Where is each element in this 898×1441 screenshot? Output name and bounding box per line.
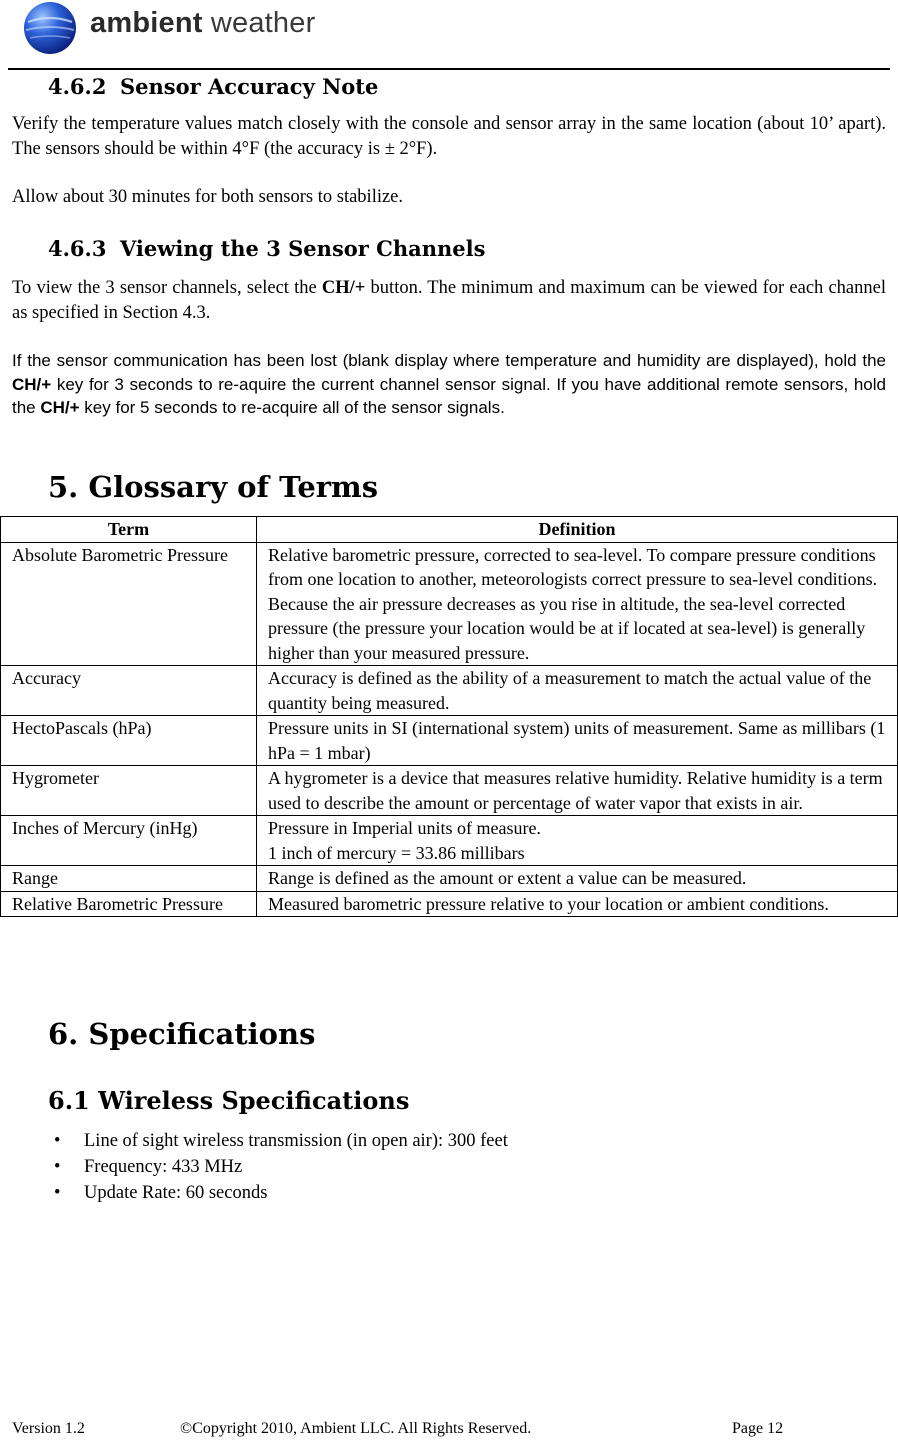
footer-version: Version 1.2 [12,1420,85,1437]
ambient-weather-logo [22,0,315,56]
term-cell: Hygrometer [1,766,257,816]
table-row [1,766,898,816]
term-cell: Absolute Barometric Pressure [1,542,257,666]
term-cell: Range [1,866,257,892]
section-4-6-2-heading: 4.6.2 Sensor Accuracy Note [48,74,379,99]
term-cell: Relative Barometric Pressure [1,891,257,917]
table-row [1,891,898,917]
bullet-icon: • [54,1131,61,1151]
table-header-row [1,517,898,543]
definition-cell [257,816,898,866]
definition-cell: Measured barometric pressure relative to your location or ambient conditions. [257,891,898,917]
wireless-specs-list [48,1128,508,1206]
stabilize-paragraph: Allow about 30 minutes for both sensors to stabilize. [12,187,404,207]
term-cell: Inches of Mercury (inHg) [1,816,257,866]
table-row [1,542,898,666]
definition-cell: Accuracy is defined as the ability of a measurement to match the actual value of the quantity being measured. [257,666,898,716]
table-row [1,716,898,766]
footer-page-number: Page 12 [732,1420,784,1437]
definition-cell: Range is defined as the amount or extent a value can be measured. [257,866,898,892]
definition-line: 1 inch of mercury = 33.86 millibars [268,842,525,863]
list-item: • Update Rate: 60 seconds [48,1180,508,1206]
bullet-icon: • [54,1183,61,1203]
header-divider [8,68,890,70]
globe-logo-icon [22,0,78,56]
glossary-table [0,516,898,917]
section-4-6-3-heading: 4.6.3 Viewing the 3 Sensor Channels [48,236,486,261]
definition-cell: A hygrometer is a device that measures relative humidity. Relative humidity is a term used to describe the amount or percentage of water vapor that exists in air. [257,766,898,816]
table-row [1,666,898,716]
bullet-icon: • [54,1157,61,1177]
term-cell: HectoPascals (hPa) [1,716,257,766]
table-row [1,816,898,866]
definition-line: Pressure in Imperial units of measure. [268,818,541,838]
logo-wordmark: ambient weather [90,6,316,39]
glossary-heading: 5. Glossary of Terms [48,470,379,504]
definition-column-header: Definition [257,517,898,543]
wireless-specifications-heading: 6.1 Wireless Specifications [48,1086,410,1115]
term-column-header: Term [1,517,257,543]
list-item: • Frequency: 433 MHz [48,1154,508,1180]
definition-cell: Relative barometric pressure, corrected to sea-level. To compare pressure conditions from one location to another, meteorologists correct pressure to sea-level conditions. Because the air pressure decreases as you rise in altitude, the sea-level corrected pressure (the pressure your location would be at if located at sea-level) is generally higher than your measured pressure. [257,542,898,666]
list-item: • Line of sight wireless transmission (in open air): 300 feet [48,1128,508,1154]
term-cell: Accuracy [1,666,257,716]
specifications-heading: 6. Specifications [48,1017,316,1051]
footer-copyright: ©Copyright 2010, Ambient LLC. All Rights Reserved. [180,1420,532,1437]
channels-paragraph: To view the 3 sensor channels, select the CH/+ button. The minimum and maximum can be viewed for each channel as specified in Section 4.3. [12,278,886,323]
definition-cell: Pressure units in SI (international system) units of measurement. Same as millibars (1 hPa = 1 mbar) [257,716,898,766]
accuracy-paragraph: Verify the temperature values match closely with the console and sensor array in the same location (about 10’ apart). The sensors should be within 4°F (the accuracy is ± 2°F). [12,114,886,159]
reacquire-paragraph: If the sensor communication has been lost (blank display where temperature and humidity are displayed), hold the CH/+ key for 3 seconds to re-aquire the current channel sensor signal. If you have additional remote sensors, hold the CH/+ key for 5 seconds to re-acquire all of the sensor signals. [12,351,886,417]
table-row [1,866,898,892]
